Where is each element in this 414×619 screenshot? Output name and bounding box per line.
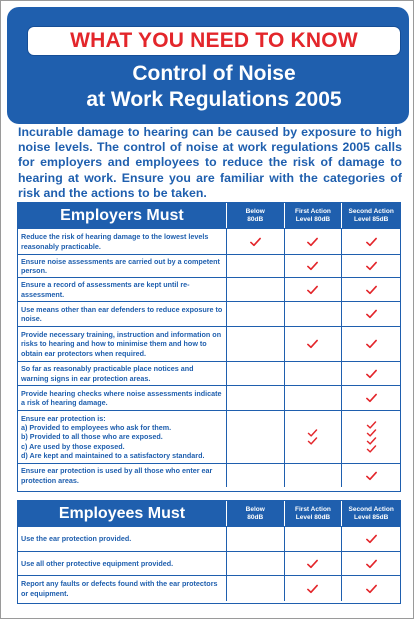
cell-second-action [342, 327, 400, 361]
cell-second-action [342, 229, 400, 254]
cell-below-80db [227, 527, 285, 551]
employers-requirement-text: Reduce the risk of hearing damage to the lowest levels reasonably practicable. [18, 229, 227, 254]
employees-requirement-text: Use the ear protection provided. [18, 527, 227, 551]
employers-row [18, 278, 400, 302]
employers-requirement-text: So far as reasonably practicable place notices and warning signs in ear protection areas. [18, 362, 227, 385]
cell-below-80db [227, 302, 285, 326]
employees-table-header [18, 501, 400, 527]
employees-requirement-text: Report any faults or defects found with the ear protectors or equipment. [18, 576, 227, 601]
check-icon [307, 437, 318, 445]
regulation-title-line1: Control of Noise [132, 62, 296, 85]
cell-first-action [285, 255, 343, 277]
cell-below-80db [227, 278, 285, 301]
employers-table-header [18, 203, 400, 229]
title-banner [28, 27, 400, 55]
cell-below-80db [227, 576, 285, 601]
cell-first-action [285, 527, 343, 551]
cell-second-action [342, 464, 400, 487]
check-icon [307, 261, 318, 271]
cell-first-action [285, 386, 343, 410]
cell-second-action [342, 278, 400, 301]
cell-below-80db [227, 464, 285, 487]
check-icon [366, 285, 377, 295]
check-icon [366, 339, 377, 349]
check-icon [307, 584, 318, 594]
cell-second-action [342, 386, 400, 410]
cell-below-80db [227, 362, 285, 385]
employers-row [18, 255, 400, 278]
cell-first-action [285, 302, 343, 326]
employers-row [18, 229, 400, 255]
employers-requirement-text: Ensure noise assessments are carried out by a competent person. [18, 255, 227, 277]
check-icon [366, 421, 377, 429]
check-icon [307, 237, 318, 247]
employers-table [17, 202, 401, 492]
employees-row [18, 527, 400, 552]
header-panel [7, 7, 409, 124]
cell-second-action [342, 302, 400, 326]
cell-below-80db [227, 255, 285, 277]
employers-requirement-text: Ensure a record of assessments are kept until re-assessment. [18, 278, 227, 301]
cell-below-80db [227, 386, 285, 410]
cell-below-80db [227, 229, 285, 254]
employers-row [18, 386, 400, 411]
employees-row [18, 576, 400, 601]
cell-second-action [342, 255, 400, 277]
employers-row [18, 302, 400, 327]
employers-requirement-text: Provide hearing checks where noise assessments indicate a risk of hearing damage. [18, 386, 227, 410]
cell-first-action [285, 552, 343, 575]
employers-requirement-text: Use means other than ear defenders to reduce exposure to noise. [18, 302, 227, 326]
cell-first-action [285, 327, 343, 361]
check-icon [366, 237, 377, 247]
employees-heading: Employees Must [18, 501, 227, 526]
cell-first-action [285, 464, 343, 487]
employers-requirement-text: Ensure ear protection is used by all those who enter ear protection areas. [18, 464, 227, 487]
regulation-title-line2: at Work Regulations 2005 [86, 88, 342, 111]
employees-table [17, 500, 401, 604]
employers-rows [18, 229, 400, 487]
check-icon [366, 369, 377, 379]
check-icon [366, 393, 377, 403]
employers-heading: Employers Must [18, 203, 227, 228]
employers-row [18, 362, 400, 386]
check-icon [307, 559, 318, 569]
employees-rows [18, 527, 400, 601]
employers-row [18, 464, 400, 487]
check-icon [307, 339, 318, 349]
employers-row [18, 327, 400, 362]
check-icon [366, 471, 377, 481]
check-icon [366, 309, 377, 319]
cell-first-action [285, 576, 343, 601]
check-icon [250, 237, 261, 247]
cell-second-action [342, 362, 400, 385]
col-second-action: Second Action Level 85dB [348, 207, 394, 223]
check-icon [307, 429, 318, 437]
employees-requirement-text: Use all other protective equipment provided. [18, 552, 227, 575]
sign-title: WHAT YOU NEED TO KNOW [70, 29, 358, 52]
employees-row [18, 552, 400, 576]
regulation-title [13, 61, 414, 113]
check-icon [366, 429, 377, 437]
check-icon [366, 534, 377, 544]
col-second-action: Second Action Level 85dB [348, 505, 394, 521]
cell-first-action [285, 229, 343, 254]
cell-second-action [342, 576, 400, 601]
check-icon [366, 261, 377, 271]
cell-first-action [285, 362, 343, 385]
col-first-action: First Action Level 80dB [285, 501, 343, 526]
cell-below-80db [227, 552, 285, 575]
check-icon [366, 437, 377, 445]
check-icon [366, 445, 377, 453]
cell-first-action [285, 411, 343, 463]
employers-row [18, 411, 400, 464]
col-below-80db: Below 80dB [227, 203, 285, 228]
employers-requirement-text: Ensure ear protection is: a) Provided to employees who ask for them. b) Provided to all those who are exposed. c) Are used by those exposed. d) Are kept and maintained to a satisfactory standard. [18, 411, 227, 463]
cell-below-80db [227, 411, 285, 463]
check-icon [307, 285, 318, 295]
cell-second-action [342, 411, 400, 463]
check-icon [366, 584, 377, 594]
col-first-action: First Action Level 80dB [285, 203, 343, 228]
employers-requirement-text: Provide necessary training, instruction and information on risks to hearing and how to minimise them and how to obtain ear protectors when required. [18, 327, 227, 361]
intro-paragraph: Incurable damage to hearing can be caused by exposure to high noise levels. The control of noise at work regulations 2005 calls for employers and employees to reduce the risk of damage to hearing at work. Ensure you are familiar with the categories of risk and the actions to be taken. [18, 125, 402, 200]
check-icon [366, 559, 377, 569]
cell-second-action [342, 527, 400, 551]
cell-second-action [342, 552, 400, 575]
col-below-80db: Below 80dB [227, 501, 285, 526]
cell-below-80db [227, 327, 285, 361]
cell-first-action [285, 278, 343, 301]
